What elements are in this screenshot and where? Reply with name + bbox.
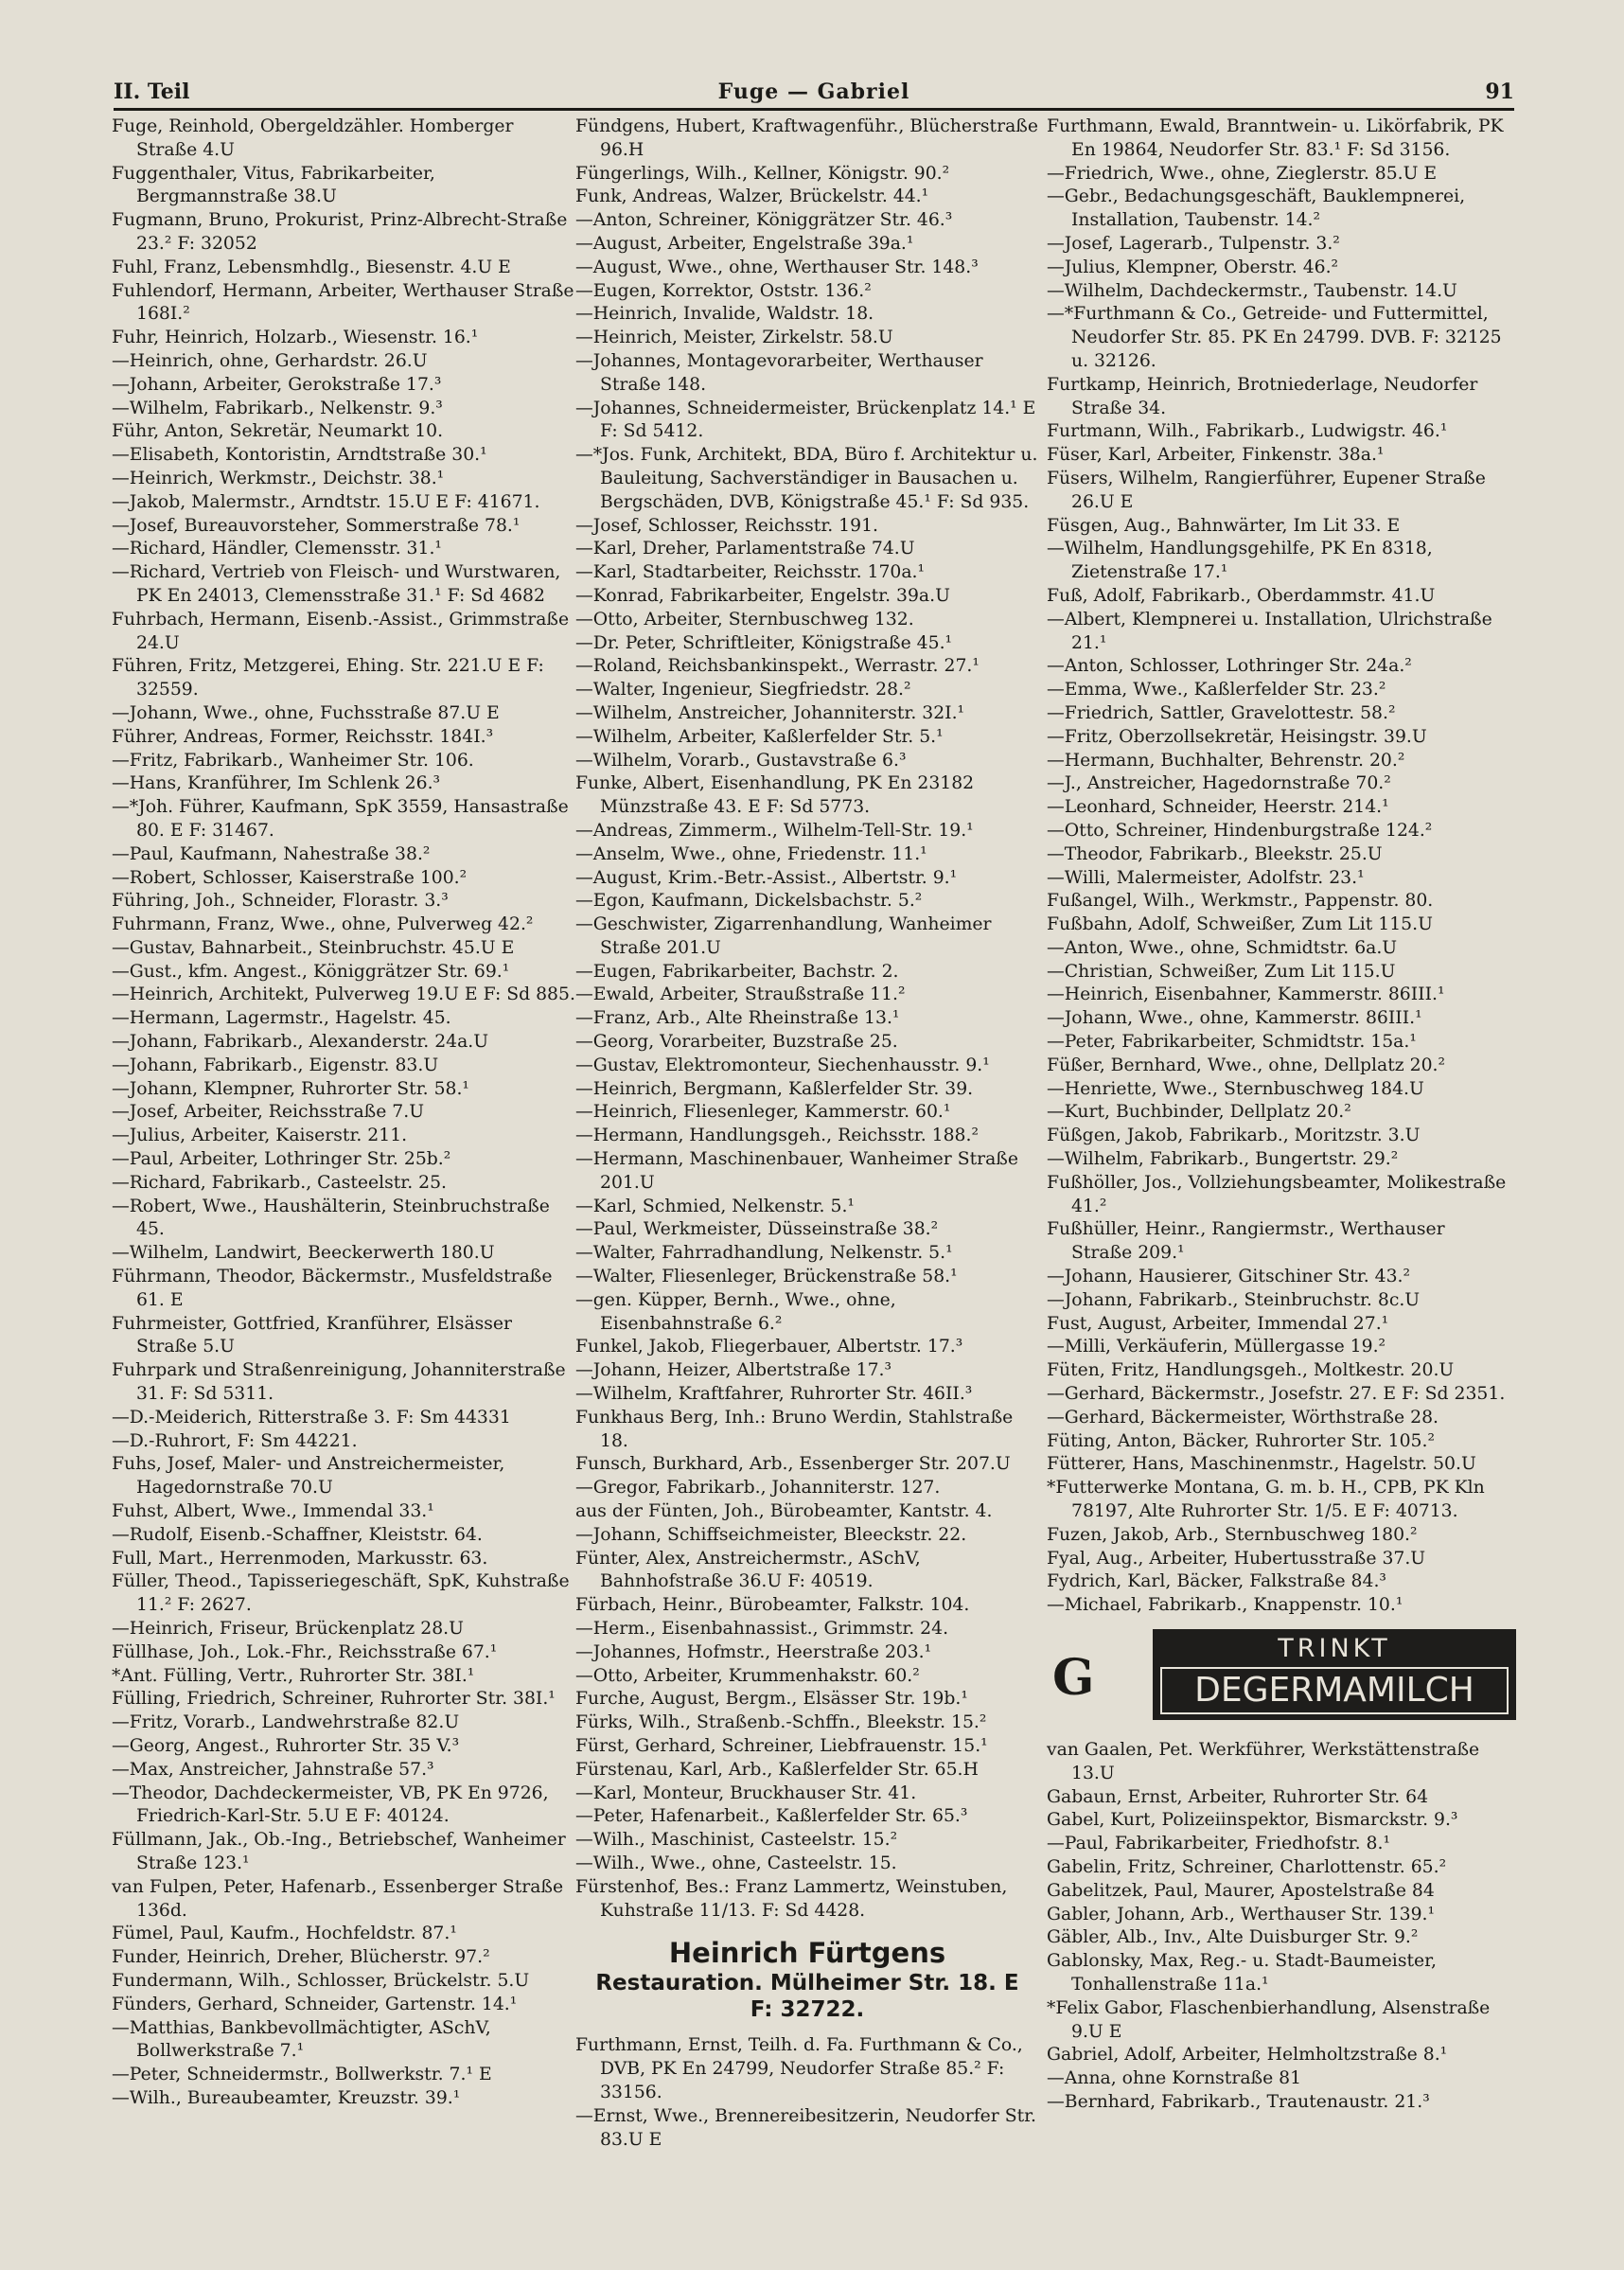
directory-entry: Füten, Fritz, Handlungsgeh., Moltkestr. 20.U <box>1047 1360 1455 1381</box>
directory-entry: Funk, Andreas, Walzer, Brückelstr. 44.¹ <box>575 186 929 207</box>
directory-entry: Führen, Fritz, Metzgerei, Ehing. Str. 221.U E F: 32559. <box>112 656 544 701</box>
directory-entry: —Anselm, Wwe., ohne, Friedenstr. 11.¹ <box>575 843 927 864</box>
directory-entry: —Michael, Fabrikarb., Knappenstr. 10.¹ <box>1047 1595 1403 1616</box>
directory-entry: Fußangel, Wilh., Werkmstr., Pappenstr. 80. <box>1047 891 1434 912</box>
directory-entry: —Paul, Fabrikarbeiter, Friedhofstr. 8.¹ <box>1047 1834 1390 1854</box>
directory-entry: —gen. Küpper, Bernh., Wwe., ohne, Eisenbahnstraße 6.² <box>575 1289 896 1334</box>
column-2 <box>575 115 1039 2152</box>
directory-entry: —Otto, Schreiner, Hindenburgstraße 124.² <box>1047 820 1433 841</box>
directory-entry: Gabler, Johann, Arb., Werthauser Str. 139.¹ <box>1047 1904 1436 1924</box>
column-3 <box>1047 115 1510 2115</box>
directory-entry: —Roland, Reichsbankinspekt., Werrastr. 27.¹ <box>575 656 980 677</box>
directory-entry: —Andreas, Zimmerm., Wilhelm-Tell-Str. 19.¹ <box>575 820 974 841</box>
directory-entry: —Gregor, Fabrikarb., Johanniterstr. 127. <box>575 1478 941 1499</box>
directory-entry: —Henriette, Wwe., Sternbuschweg 184.U <box>1047 1078 1424 1099</box>
directory-entry: Gabriel, Adolf, Arbeiter, Helmholtzstraße 8.¹ <box>1047 2045 1448 2066</box>
directory-entry: —Rudolf, Eisenb.-Schaffner, Kleiststr. 64. <box>112 1524 483 1545</box>
directory-entry: —Albert, Klempnerei u. Installation, Ulrichstraße 21.¹ <box>1047 609 1492 653</box>
directory-entry: Fünter, Alex, Anstreichermstr., ASchV, Bahnhofstraße 36.U F: 40519. <box>575 1548 921 1592</box>
directory-entry: Fugmann, Bruno, Prokurist, Prinz-Albrecht-Straße 23.² F: 32052 <box>112 210 568 254</box>
directory-entry: —Paul, Arbeiter, Lothringer Str. 25b.² <box>112 1149 451 1170</box>
directory-entry: —*Furthmann & Co., Getreide- und Futtermittel, Neudorfer Str. 85. PK En 24799. DVB. F: 32125 u. 32126. <box>1047 304 1502 371</box>
directory-entry: —Geschwister, Zigarrenhandlung, Wanheimer Straße 201.U <box>575 914 992 958</box>
directory-entry: —Peter, Fabrikarbeiter, Schmidtstr. 15a.¹ <box>1047 1032 1417 1053</box>
directory-entry: Fuhrpark und Straßenreinigung, Johanniterstraße 31. F: Sd 5311. <box>112 1360 566 1405</box>
directory-entry: Gabelin, Fritz, Schreiner, Charlottenstr. 65.² <box>1047 1856 1447 1877</box>
directory-entry: —Karl, Dreher, Parlamentstraße 74.U <box>575 539 915 559</box>
directory-entry: Fürbach, Heinr., Bürobeamter, Falkstr. 104. <box>575 1595 970 1616</box>
directory-entry: Fußhüller, Heinr., Rangiermstr., Werthauser Straße 209.¹ <box>1047 1219 1445 1264</box>
header-rule <box>114 108 1514 111</box>
directory-entry: Gablonsky, Max, Reg.- u. Stadt-Baumeister, Tonhallenstraße 11a.¹ <box>1047 1951 1438 1995</box>
directory-entry: Fußbahn, Adolf, Schweißer, Zum Lit 115.U <box>1047 914 1433 935</box>
directory-entry: —Jakob, Malermstr., Arndtstr. 15.U E F: 41671. <box>112 491 540 512</box>
directory-entry: —Dr. Peter, Schriftleiter, Königstraße 45.¹ <box>575 632 953 653</box>
directory-entry: —Fritz, Oberzollsekretär, Heisingstr. 39.U <box>1047 726 1427 747</box>
directory-entry: —Josef, Bureauvorsteher, Sommerstraße 78.¹ <box>112 515 521 536</box>
directory-entry: Fürstenhof, Bes.: Franz Lammertz, Weinstuben, Kuhstraße 11/13. F: Sd 4428. <box>575 1876 1008 1921</box>
directory-entry: —Johann, Wwe., ohne, Fuchsstraße 87.U E <box>112 702 500 723</box>
directory-entry: Füller, Theod., Tapisseriegeschäft, SpK, Kuhstraße 11.² F: 2627. <box>112 1571 570 1616</box>
directory-entry: —Willi, Malermeister, Adolfstr. 23.¹ <box>1047 867 1365 888</box>
directory-entry: —Egon, Kaufmann, Dickelsbachstr. 5.² <box>575 891 923 912</box>
directory-entry: —Ewald, Arbeiter, Straußstraße 11.² <box>575 984 906 1005</box>
directory-entry: —Gerhard, Bäckermeister, Wörthstraße 28. <box>1047 1407 1439 1428</box>
directory-entry: —Gerhard, Bäckermstr., Josefstr. 27. E F: Sd 2351. <box>1047 1384 1506 1405</box>
directory-entry: Fünders, Gerhard, Schneider, Gartenstr. 14.¹ <box>112 1994 518 2014</box>
directory-entry: —Friedrich, Wwe., ohne, Zieglerstr. 85.U E <box>1047 163 1438 184</box>
ad-address: Restauration. Mülheimer Str. 18. E <box>595 1971 1019 1996</box>
directory-entry: —August, Krim.-Betr.-Assist., Albertstr. 9.¹ <box>575 867 958 888</box>
directory-entry: —Eugen, Korrektor, Oststr. 136.² <box>575 280 872 301</box>
directory-entry: —D.-Meiderich, Ritterstraße 3. F: Sm 44331 <box>112 1407 511 1428</box>
directory-entry: —Johann, Fabrikarb., Steinbruchstr. 8c.U <box>1047 1289 1421 1310</box>
directory-entry: —Paul, Werkmeister, Düsseinstraße 38.² <box>575 1219 939 1240</box>
directory-entry: Furche, August, Bergm., Elsässer Str. 19b.¹ <box>575 1689 968 1710</box>
directory-entry: Fuhs, Josef, Maler- und Anstreichermeister, Hagedornstraße 70.U <box>112 1454 505 1499</box>
directory-entry: Fuhrmeister, Gottfried, Kranführer, Elsässer Straße 5.U <box>112 1313 513 1357</box>
directory-entry: Fuhl, Franz, Lebensmhdlg., Biesenstr. 4.U E <box>112 257 511 277</box>
directory-entry: —Walter, Fliesenleger, Brückenstraße 58.¹ <box>575 1267 958 1287</box>
directory-entry: —Josef, Arbeiter, Reichsstraße 7.U <box>112 1102 425 1123</box>
milk-advertisement <box>1047 1629 1510 1733</box>
directory-entry: —Heinrich, Meister, Zirkelstr. 58.U <box>575 328 893 348</box>
directory-entry: Gabel, Kurt, Polizeiinspektor, Bismarckstr. 9.³ <box>1047 1810 1458 1831</box>
directory-entry: —Wilhelm, Fabrikarb., Nelkenstr. 9.³ <box>112 398 443 418</box>
directory-entry: Funsch, Burkhard, Arb., Essenberger Str. 207.U <box>575 1454 1011 1475</box>
directory-entry: —Otto, Arbeiter, Sternbuschweg 132. <box>575 609 914 630</box>
directory-entry: Fuge, Reinhold, Obergeldzähler. Homberger Straße 4.U <box>112 116 514 160</box>
directory-entry: —Emma, Wwe., Kaßlerfelder Str. 23.² <box>1047 680 1386 701</box>
directory-entry: Gabaun, Ernst, Arbeiter, Ruhrorter Str. 64 <box>1047 1786 1429 1807</box>
directory-entry: —Peter, Hafenarbeit., Kaßlerfelder Str. 65.³ <box>575 1806 968 1827</box>
directory-entry: —Johann, Wwe., ohne, Kammerstr. 86III.¹ <box>1047 1008 1422 1029</box>
directory-entry: —Johann, Arbeiter, Gerokstraße 17.³ <box>112 374 442 395</box>
directory-entry: —Heinrich, Werkmstr., Deichstr. 38.¹ <box>112 468 445 488</box>
directory-entry: —Gustav, Elektromonteur, Siechenhausstr. 9.¹ <box>575 1055 990 1075</box>
section-label: II. Teil <box>114 80 190 104</box>
directory-entry: —Gust., kfm. Angest., Königgrätzer Str. 69.¹ <box>112 961 510 982</box>
directory-entry: —Otto, Arbeiter, Krummenhakstr. 60.² <box>575 1665 920 1686</box>
directory-entry: Fuß, Adolf, Fabrikarb., Oberdammstr. 41.U <box>1047 585 1436 606</box>
directory-entry: —Anton, Schlosser, Lothringer Str. 24a.² <box>1047 656 1412 677</box>
ad-phone: F: 32722. <box>750 1997 865 2023</box>
directory-entry: Füllmann, Jak., Ob.-Ing., Betriebschef, Wanheimer Straße 123.¹ <box>112 1830 566 1873</box>
page-number: 91 <box>1485 80 1514 104</box>
directory-entry: —August, Wwe., ohne, Werthauser Str. 148.³ <box>575 257 979 277</box>
directory-entry: —Georg, Angest., Ruhrorter Str. 35 V.³ <box>112 1735 460 1756</box>
directory-entry: Führing, Joh., Schneider, Florastr. 3.³ <box>112 891 449 912</box>
directory-entry: —Heinrich, ohne, Gerhardstr. 26.U <box>112 350 428 371</box>
directory-entry: Fuhr, Heinrich, Holzarb., Wiesenstr. 16.¹ <box>112 328 479 348</box>
ad-business-name: Heinrich Fürtgens <box>668 1937 946 1970</box>
degermamilch-banner <box>1153 1629 1516 1720</box>
directory-entry: Furthmann, Ewald, Branntwein- u. Likörfabrik, PK En 19864, Neudorfer Str. 83.¹ F: Sd 3156. <box>1047 116 1504 160</box>
directory-entry: —Wilhelm, Anstreicher, Johanniterstr. 32I.¹ <box>575 702 965 723</box>
directory-entry: —Heinrich, Invalide, Waldstr. 18. <box>575 304 874 325</box>
directory-entry: —Josef, Lagerarb., Tulpenstr. 3.² <box>1047 233 1340 254</box>
directory-entry: —Johannes, Hofmstr., Heerstraße 203.¹ <box>575 1641 932 1662</box>
directory-entry: Führmann, Theodor, Bäckermstr., Musfeldstraße 61. E <box>112 1267 553 1310</box>
directory-entry: —Richard, Vertrieb von Fleisch- und Wurstwaren, PK En 24013, Clemensstraße 31.¹ F: Sd 4682 <box>112 562 561 606</box>
directory-entry: —Franz, Arb., Alte Rheinstraße 13.¹ <box>575 1008 900 1029</box>
directory-entry: —Heinrich, Eisenbahner, Kammerstr. 86III.¹ <box>1047 984 1445 1005</box>
directory-entry: —Richard, Händler, Clemensstr. 31.¹ <box>112 539 442 559</box>
directory-entry: —Robert, Wwe., Haushälterin, Steinbruchstraße 45. <box>112 1196 550 1240</box>
directory-entry: —Fritz, Fabrikarb., Wanheimer Str. 106. <box>112 750 474 771</box>
directory-entry: Fuhrbach, Hermann, Eisenb.-Assist., Grimmstraße 24.U <box>112 609 570 653</box>
directory-entry: —Gebr., Bedachungsgeschäft, Bauklempnerei, Installation, Taubenstr. 14.² <box>1047 186 1466 231</box>
directory-entry: Funder, Heinrich, Dreher, Blücherstr. 97.² <box>112 1947 490 1968</box>
directory-entry: —*Joh. Führer, Kaufmann, SpK 3559, Hansastraße 80. E F: 31467. <box>112 797 569 841</box>
directory-entry: *Felix Gabor, Flaschenbierhandlung, Alsenstraße 9.U E <box>1047 1997 1491 2042</box>
directory-entry: —Christian, Schweißer, Zum Lit 115.U <box>1047 961 1396 982</box>
directory-entry: —Hermann, Maschinenbauer, Wanheimer Straße 201.U <box>575 1149 1018 1193</box>
directory-entry: Füllhase, Joh., Lok.-Fhr., Reichsstraße 67.¹ <box>112 1641 498 1662</box>
directory-entry: —Johann, Fabrikarb., Eigenstr. 83.U <box>112 1055 439 1075</box>
directory-entry: Fürst, Gerhard, Schreiner, Liebfrauenstr. 15.¹ <box>575 1735 988 1756</box>
directory-entry: *Futterwerke Montana, G. m. b. H., CPB, PK Kln 78197, Alte Ruhrorter Str. 1/5. E F: 40713. <box>1047 1478 1485 1522</box>
directory-entry: —Heinrich, Friseur, Brückenplatz 28.U <box>112 1619 464 1639</box>
directory-entry: —Karl, Monteur, Bruckhauser Str. 41. <box>575 1782 917 1803</box>
directory-entry: Fuggenthaler, Vitus, Fabrikarbeiter, Bergmannstraße 38.U <box>112 163 435 207</box>
directory-entry: —Hermann, Lagermstr., Hagelstr. 45. <box>112 1008 451 1029</box>
directory-entry: Führer, Andreas, Former, Reichsstr. 184I.³ <box>112 726 494 747</box>
directory-entry: —Theodor, Fabrikarb., Bleekstr. 25.U <box>1047 843 1383 864</box>
directory-entry: —Hans, Kranführer, Im Schlenk 26.³ <box>112 773 441 794</box>
directory-entry: —Johann, Fabrikarb., Alexanderstr. 24a.U <box>112 1032 489 1053</box>
directory-entry: —Wilhelm, Handlungsgehilfe, PK En 8318, Zietenstraße 17.¹ <box>1047 539 1433 583</box>
directory-entry: —J., Anstreicher, Hagedornstraße 70.² <box>1047 773 1391 794</box>
directory-entry: —Theodor, Dachdeckermeister, VB, PK En 9726, Friedrich-Karl-Str. 5.U E F: 40124. <box>112 1782 549 1827</box>
directory-entry: —Wilhelm, Vorarb., Gustavstraße 6.³ <box>575 750 907 771</box>
directory-entry: —Wilh., Maschinist, Casteelstr. 15.² <box>575 1830 898 1851</box>
directory-entry: Füßer, Bernhard, Wwe., ohne, Dellplatz 20.² <box>1047 1055 1446 1075</box>
letter-g-logo: G <box>1052 1649 1095 1707</box>
restaurant-advertisement <box>575 1936 1039 2023</box>
directory-entry: Fußhöller, Jos., Vollziehungsbeamter, Molikestraße 41.² <box>1047 1172 1507 1216</box>
directory-entry: Fuhrmann, Franz, Wwe., ohne, Pulverweg 42.² <box>112 914 534 935</box>
directory-entry: —Heinrich, Fliesenleger, Kammerstr. 60.¹ <box>575 1102 951 1123</box>
directory-entry: Fuzen, Jakob, Arb., Sternbuschweg 180.² <box>1047 1524 1418 1545</box>
directory-entry: —Julius, Klempner, Oberstr. 46.² <box>1047 257 1339 277</box>
directory-entry: *Ant. Fülling, Vertr., Ruhrorter Str. 38I.¹ <box>112 1665 475 1686</box>
directory-entry: —Ernst, Wwe., Brennereibesitzerin, Neudorfer Str. 83.U E <box>575 2105 1037 2150</box>
directory-entry: —Fritz, Vorarb., Landwehrstraße 82.U <box>112 1712 460 1733</box>
directory-entry: —Karl, Schmied, Nelkenstr. 5.¹ <box>575 1196 855 1216</box>
directory-entry: —Paul, Kaufmann, Nahestraße 38.² <box>112 843 431 864</box>
directory-entry: Gäbler, Alb., Inv., Alte Duisburger Str. 9.² <box>1047 1927 1419 1948</box>
page-range-title: Fuge — Gabriel <box>717 80 910 104</box>
directory-entry: —Hermann, Handlungsgeh., Reichsstr. 188.² <box>575 1126 979 1146</box>
directory-entry: —*Jos. Funk, Architekt, BDA, Büro f. Architektur u. Bauleitung, Sachverständiger in Bausachen u. Bergschäden, DVB, Königstraße 45.¹ F: Sd 935. <box>575 445 1038 512</box>
directory-entry: —Wilh., Bureaubeamter, Kreuzstr. 39.¹ <box>112 2087 461 2108</box>
directory-entry: —Gustav, Bahnarbeit., Steinbruchstr. 45.U E <box>112 937 515 958</box>
directory-entry: —Robert, Schlosser, Kaiserstraße 100.² <box>112 867 468 888</box>
directory-entry: Füsers, Wilhelm, Rangierführer, Eupener Straße 26.U E <box>1047 468 1486 512</box>
directory-entry: —Herm., Eisenbahnassist., Grimmstr. 24. <box>575 1619 949 1639</box>
directory-entry: —Josef, Schlosser, Reichsstr. 191. <box>575 515 879 536</box>
directory-entry: Full, Mart., Herrenmoden, Markusstr. 63. <box>112 1548 488 1569</box>
directory-entry: —Karl, Stadtarbeiter, Reichsstr. 170a.¹ <box>575 562 926 583</box>
directory-entry: —Kurt, Buchbinder, Dellplatz 20.² <box>1047 1102 1351 1123</box>
directory-entry: —Johann, Heizer, Albertstraße 17.³ <box>575 1360 892 1381</box>
directory-entry: aus der Fünten, Joh., Bürobeamter, Kantstr. 4. <box>575 1501 993 1522</box>
directory-entry: Funkhaus Berg, Inh.: Bruno Werdin, Stahlstraße 18. <box>575 1407 1014 1451</box>
directory-entry: —Friedrich, Sattler, Gravelottestr. 58.² <box>1047 702 1396 723</box>
directory-entry: Führ, Anton, Sekretär, Neumarkt 10. <box>112 421 444 442</box>
directory-entry: —Johann, Hausierer, Gitschiner Str. 43.² <box>1047 1267 1411 1287</box>
directory-entry: van Gaalen, Pet. Werkführer, Werkstättenstraße 13.U <box>1047 1740 1480 1783</box>
directory-entry: —Johann, Klempner, Ruhrorter Str. 58.¹ <box>112 1078 469 1099</box>
directory-entry: —Leonhard, Schneider, Heerstr. 214.¹ <box>1047 797 1389 818</box>
directory-entry: —Anton, Schreiner, Königgrätzer Str. 46.³ <box>575 210 953 231</box>
directory-entry: Fydrich, Karl, Bäcker, Falkstraße 84.³ <box>1047 1571 1386 1592</box>
directory-entry: Fündgens, Hubert, Kraftwagenführ., Blücherstraße 96.H <box>575 116 1038 160</box>
directory-entry: Furtmann, Wilh., Fabrikarb., Ludwigstr. 46.¹ <box>1047 421 1448 442</box>
banner-line-trinkt: TRINKT <box>1278 1634 1391 1663</box>
page-header <box>114 80 1514 112</box>
directory-entry: —Hermann, Buchhalter, Behrenstr. 20.² <box>1047 750 1405 771</box>
directory-entry: —Walter, Ingenieur, Siegfriedstr. 28.² <box>575 680 911 701</box>
directory-entry: Füser, Karl, Arbeiter, Finkenstr. 38a.¹ <box>1047 445 1385 466</box>
directory-entry: —Anna, ohne Kornstraße 81 <box>1047 2068 1302 2089</box>
directory-entry: —Matthias, Bankbevollmächtigter, ASchV, Bollwerkstraße 7.¹ <box>112 2017 491 2062</box>
directory-entry: Fuhst, Albert, Wwe., Immendal 33.¹ <box>112 1501 434 1522</box>
column-1 <box>112 115 575 2111</box>
directory-entry: Fürks, Wilh., Straßenb.-Schffn., Bleekstr. 15.² <box>575 1712 987 1733</box>
directory-entry: —Wilhelm, Kraftfahrer, Ruhrorter Str. 46II.³ <box>575 1384 973 1405</box>
directory-entry: —Johann, Schiffseichmeister, Bleeckstr. 22. <box>575 1524 967 1545</box>
directory-entry: —Heinrich, Architekt, Pulverweg 19.U E F: Sd 885. <box>112 984 575 1005</box>
directory-entry: —Wilhelm, Dachdeckermstr., Taubenstr. 14.U <box>1047 280 1457 301</box>
directory-entry: Furtkamp, Heinrich, Brotniederlage, Neudorfer Straße 34. <box>1047 374 1478 418</box>
directory-entry: Füßgen, Jakob, Fabrikarb., Moritzstr. 3.U <box>1047 1126 1421 1146</box>
directory-entry: —Richard, Fabrikarb., Casteelstr. 25. <box>112 1172 448 1193</box>
directory-entry: Funkel, Jakob, Fliegerbauer, Albertstr. 17.³ <box>575 1337 963 1357</box>
directory-entry: Fütterer, Hans, Maschinenmstr., Hagelstr. 50.U <box>1047 1454 1476 1475</box>
directory-entry: —Max, Anstreicher, Jahnstraße 57.³ <box>112 1759 434 1780</box>
directory-entry: Fülling, Friedrich, Schreiner, Ruhrorter Str. 38I.¹ <box>112 1689 556 1710</box>
directory-entry: —Georg, Vorarbeiter, Buzstraße 25. <box>575 1032 898 1053</box>
banner-line-brand: DEGERMAMILCH <box>1160 1667 1509 1714</box>
directory-entry: —Anton, Wwe., ohne, Schmidtstr. 6a.U <box>1047 937 1398 958</box>
directory-entry: —Peter, Schneidermstr., Bollwerkstr. 7.¹ E <box>112 2065 492 2085</box>
directory-entry: Fundermann, Wilh., Schlosser, Brückelstr. 5.U <box>112 1970 530 1991</box>
directory-entry: Gabelitzek, Paul, Maurer, Apostelstraße 84 <box>1047 1880 1435 1901</box>
directory-entry: —Bernhard, Fabrikarb., Trautenaustr. 21.³ <box>1047 2091 1430 2112</box>
directory-entry: Fust, August, Arbeiter, Immendal 27.¹ <box>1047 1313 1389 1334</box>
directory-entry: Füsgen, Aug., Bahnwärter, Im Lit 33. E <box>1047 515 1401 536</box>
directory-entry: Furthmann, Ernst, Teilh. d. Fa. Furthmann & Co., DVB, PK En 24799, Neudorfer Straße 85.² F: 33156. <box>575 2035 1023 2102</box>
directory-entry: Fyal, Aug., Arbeiter, Hubertusstraße 37.U <box>1047 1548 1426 1569</box>
directory-entry: —Wilhelm, Landwirt, Beeckerwerth 180.U <box>112 1243 495 1264</box>
directory-entry: —August, Arbeiter, Engelstraße 39a.¹ <box>575 233 914 254</box>
directory-entry: —Eugen, Fabrikarbeiter, Bachstr. 2. <box>575 961 899 982</box>
directory-entry: —Johannes, Montagevorarbeiter, Werthauser Straße 148. <box>575 350 983 395</box>
directory-entry: Funke, Albert, Eisenhandlung, PK En 23182 Münzstraße 43. E F: Sd 5773. <box>575 773 975 818</box>
directory-entry: —Johannes, Schneidermeister, Brückenplatz 14.¹ E F: Sd 5412. <box>575 398 1036 442</box>
directory-entry: Fuhlendorf, Hermann, Arbeiter, Werthauser Straße 168I.² <box>112 280 574 325</box>
directory-entry: Fürstenau, Karl, Arb., Kaßlerfelder Str. 65.H <box>575 1759 979 1780</box>
directory-entry: —Konrad, Fabrikarbeiter, Engelstr. 39a.U <box>575 585 950 606</box>
directory-entry: —Julius, Arbeiter, Kaiserstr. 211. <box>112 1126 408 1146</box>
directory-entry: —Walter, Fahrradhandlung, Nelkenstr. 5.¹ <box>575 1243 953 1264</box>
directory-entry: —D.-Ruhrort, F: Sm 44221. <box>112 1430 358 1451</box>
directory-entry: —Wilhelm, Arbeiter, Kaßlerfelder Str. 5.¹ <box>575 726 944 747</box>
directory-entry: —Wilhelm, Fabrikarb., Bungertstr. 29.² <box>1047 1149 1399 1170</box>
directory-entry: van Fulpen, Peter, Hafenarb., Essenberger Straße 136d. <box>112 1876 564 1921</box>
directory-entry: —Wilh., Wwe., ohne, Casteelstr. 15. <box>575 1853 897 1873</box>
directory-entry: —Elisabeth, Kontoristin, Arndtstraße 30.¹ <box>112 445 487 466</box>
directory-entry: Füting, Anton, Bäcker, Ruhrorter Str. 105.² <box>1047 1430 1435 1451</box>
directory-entry: —Milli, Verkäuferin, Müllergasse 19.² <box>1047 1337 1386 1357</box>
directory-entry: Fümel, Paul, Kaufm., Hochfeldstr. 87.¹ <box>112 1924 457 1944</box>
directory-entry: Füngerlings, Wilh., Kellner, Königstr. 90.² <box>575 163 950 184</box>
directory-entry: —Heinrich, Bergmann, Kaßlerfelder Str. 39. <box>575 1078 974 1099</box>
